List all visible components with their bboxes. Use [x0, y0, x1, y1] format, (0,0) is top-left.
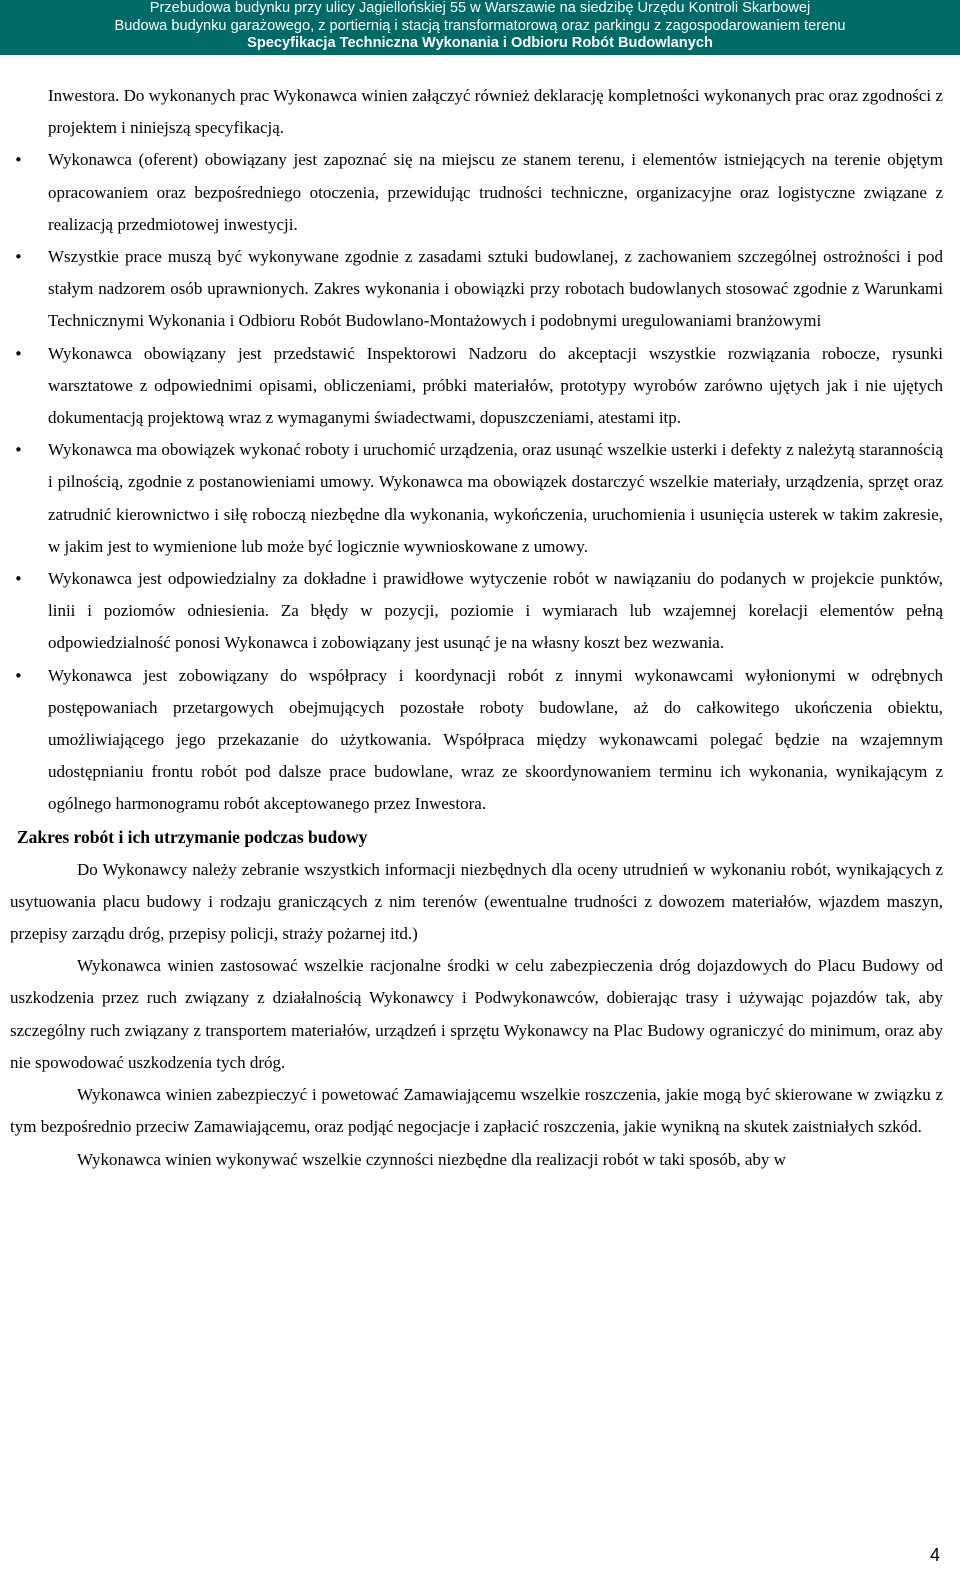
body-paragraph: Wykonawca winien zastosować wszelkie racjonalne środki w celu zabezpieczenia dróg dojazdowych do Placu Budowy od uszkodzenia przez ruch związany z działalnością Wykonawcy i Podwykonawców, dobierając trasy i używając pojazdów tak, aby szczególny ruch związany z transportem materiałów, urządzeń i sprzętu Wykonawcy na Plac Budowy ograniczyć do minimum, oraz aby nie spowodować uszkodzenia tych dróg.: [10, 956, 943, 1072]
bullet-icon: •: [14, 441, 23, 460]
bullet-item: [0, 338, 960, 435]
bullet-text: Wykonawca (oferent) obowiązany jest zapoznać się na miejscu ze stanem terenu, i elementów istniejących na terenie objętym opracowaniem oraz bezpośredniego otoczenia, przewidując trudności techniczne, organizacyjne oraz logistyczne związane z realizacją przedmiotowej inwestycji.: [48, 150, 943, 234]
document-header: [0, 0, 960, 55]
bullet-text: Wykonawca obowiązany jest przedstawić Inspektorowi Nadzoru do akceptacji wszystkie rozwiązania robocze, rysunki warsztatowe z odpowiednimi opisami, obliczeniami, próbki materiałów, prototypy wyrobów zarówno ujętych jak i nie ujętych dokumentacją projektową wraz z wymaganymi świadectwami, dopuszczeniami, atestami itp.: [48, 343, 943, 428]
body-paragraph: Do Wykonawcy należy zebranie wszystkich informacji niezbędnych dla oceny utrudnień w wykonaniu robót, wynikających z usytuowania placu budowy i rodzaju graniczących z nim terenów (ewentualne trudności z dowozem materiałów, wjazdem maszyn, przepisy zarządu dróg, przepisy policji, straży pożarnej itd.): [10, 859, 943, 944]
header-project-line: Przebudowa budynku przy ulicy Jagiellońskiej 55 w Warszawie na siedzibę Urzędu Kontroli Skarbowej: [149, 0, 811, 16]
document-body: [0, 80, 960, 1176]
bullet-icon: •: [14, 344, 23, 363]
bullet-item: [0, 434, 960, 563]
bullet-icon: •: [14, 666, 23, 685]
body-paragraph: Wykonawca winien wykonywać wszelkie czynności niezbędne dla realizacji robót w taki sposób, aby w: [77, 1149, 786, 1169]
bullet-item: [0, 241, 960, 338]
bullet-text: Wykonawca jest odpowiedzialny za dokładne i prawidłowe wytyczenie robót w nawiązaniu do podanych w projekcie punktów, linii i poziomów odniesienia. Za błędy w pozycji, poziomie i wymiarach lub wzajemnej korelacji elementów pełną odpowiedzialność ponosi Wykonawca i zobowiązany jest usunąć je na własny koszt bez wezwania.: [48, 569, 943, 653]
bullet-text: Wykonawca ma obowiązek wykonać roboty i uruchomić urządzenia, oraz usunąć wszelkie usterki i defekty z należytą starannością i pilnością, zgodnie z postanowieniami umowy. Wykonawca ma obowiązek dostarczyć wszelkie materiały, urządzenia, sprzęt oraz zatrudnić kierownictwo i siłę roboczą niezbędne dla wykonania, wykończenia, uruchomienia i usunięcia usterek w takim zakresie, w jakim jest to wymienione lub może być logicznie wywnioskowane z umowy.: [48, 440, 943, 556]
bullet-icon: •: [14, 248, 23, 267]
header-spec-title: Specyfikacja Techniczna Wykonania i Odbioru Robót Budowlanych: [247, 35, 713, 51]
bullet-text: Wszystkie prace muszą być wykonywane zgodnie z zasadami sztuki budowlanej, z zachowaniem szczególnej ostrożności i pod stałym nadzorem osób uprawnionych. Zakres wykonania i obowiązki przy robotach budowlanych stosować zgodnie z Warunkami Technicznymi Wykonania i Odbioru Robót Budowlano-Montażowych i podobnymi uregulowaniami branżowymi: [48, 247, 943, 331]
bullet-item: [0, 144, 960, 241]
bullet-icon: •: [14, 151, 23, 170]
bullet-item: [0, 660, 960, 821]
bullet-text: Inwestora. Do wykonanych prac Wykonawca winien załączyć również deklarację kompletności wykonanych prac oraz zgodności z projektem i niniejszą specyfikacją.: [48, 86, 943, 138]
bullet-continuation: [0, 80, 960, 144]
section-heading: Zakres robót i ich utrzymanie podczas budowy: [17, 826, 368, 847]
body-paragraph: Wykonawca winien zabezpieczyć i powetować Zamawiającemu wszelkie roszczenia, jakie mogą być skierowane w związku z tym bezpośrednio przeciw Zamawiającemu, oraz podjąć negocjacje i zapłacić roszczenia, jakie wynikną na skutek zaistniałych szkód.: [10, 1085, 943, 1137]
bullet-icon: •: [14, 570, 23, 589]
bullet-item: [0, 563, 960, 660]
bullet-text: Wykonawca jest zobowiązany do współpracy i koordynacji robót z innymi wykonawcami wyłonionymi w odrębnych postępowaniach przetargowych obejmujących pozostałe roboty budowlane, aż do całkowitego ukończenia obiektu, umożliwiającego jego przekazanie do użytkowania. Współpraca między wykonawcami polegać będzie na wzajemnym udostępnianiu frontu robót pod dalsze prace budowlane, wraz ze skoordynowaniem terminu ich wykonania, wynikającym z ogólnego harmonogramu robót akceptowanego przez Inwestora.: [48, 665, 943, 814]
header-scope-line: Budowa budynku garażowego, z portiernią i stacją transformatorową oraz parkingu z zagospodarowaniem terenu: [114, 17, 846, 34]
page-number: 4: [929, 1545, 940, 1565]
